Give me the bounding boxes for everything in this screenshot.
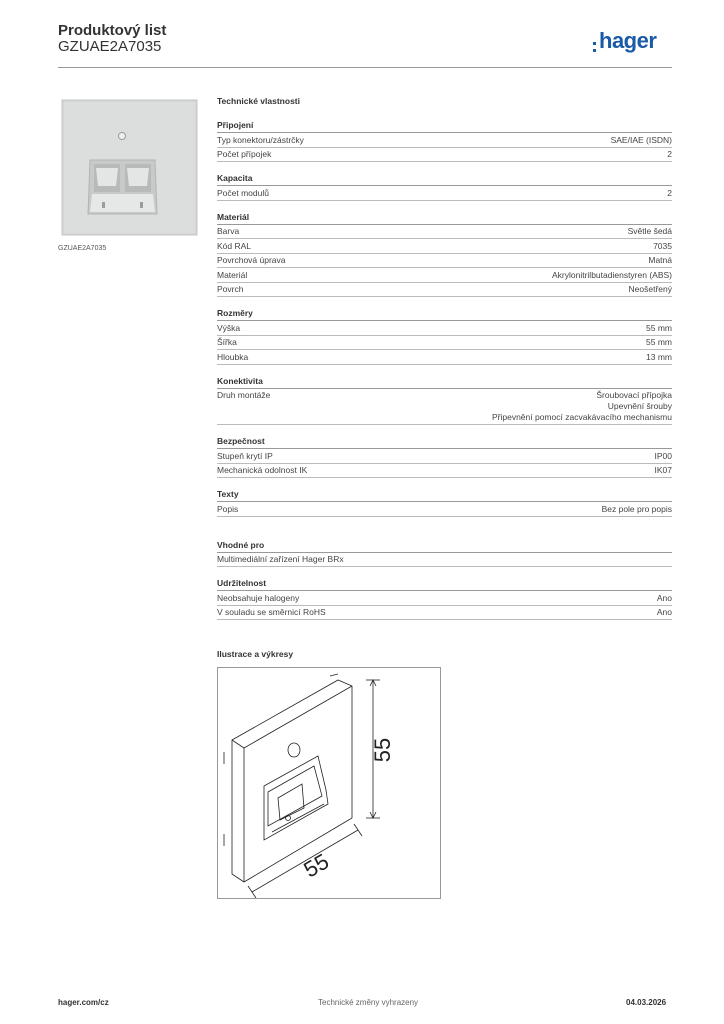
spec-row	[217, 591, 672, 606]
hager-logo	[593, 28, 656, 54]
spec-value: 2	[667, 187, 672, 198]
spec-value: 2	[667, 149, 672, 159]
footer-date: 04.03.2026	[626, 998, 667, 1007]
dimension-width-label: 55	[299, 848, 334, 883]
spec-row	[217, 148, 672, 163]
spec-row	[217, 502, 672, 517]
spec-value: SAE/IAE (ISDN)	[610, 134, 672, 145]
spec-label: Hloubka	[217, 351, 249, 362]
spec-row	[217, 268, 672, 283]
spec-value: 13 mm	[646, 351, 672, 362]
spec-row	[217, 449, 672, 464]
header-title: Produktový list	[58, 22, 167, 39]
socket-plate-icon	[58, 96, 201, 239]
group-kapacita	[217, 173, 672, 201]
dimension-height-label: 55	[370, 737, 395, 763]
spec-label: Výška	[217, 322, 241, 333]
spec-label: Neobsahuje halogeny	[217, 592, 300, 603]
product-thumbnail	[58, 96, 201, 239]
spec-value: Světle šedá	[627, 226, 672, 236]
spec-row	[217, 186, 672, 201]
footer-website[interactable]: hager.com/cz	[58, 998, 109, 1007]
spec-value: 55 mm	[646, 337, 672, 347]
spec-label: Šířka	[217, 337, 237, 347]
spec-row	[217, 336, 672, 351]
spec-label: Mechanická odolnost IK	[217, 465, 308, 475]
group-bezpecnost	[217, 436, 672, 478]
spec-row	[217, 225, 672, 240]
spec-label: Materiál	[217, 269, 248, 280]
spec-value: IP00	[654, 450, 672, 461]
group-title: Udržitelnost	[217, 578, 672, 591]
logo-text: hager	[599, 28, 657, 53]
group-title: Vhodné pro	[217, 540, 672, 553]
spec-sheet	[217, 96, 672, 631]
spec-label: Stupeň krytí IP	[217, 450, 273, 461]
spec-value: Bez pole pro popis	[601, 503, 672, 514]
group-title: Bezpečnost	[217, 436, 672, 449]
spec-label: V souladu se směrnicí RoHS	[217, 607, 326, 617]
spec-row	[217, 389, 672, 426]
spec-label: Popis	[217, 503, 239, 514]
footer-disclaimer: Technické změny vyhrazeny	[318, 998, 419, 1007]
illustration-drawing	[217, 667, 441, 899]
spec-row	[217, 283, 672, 298]
group-vhodne-pro	[217, 540, 672, 568]
group-title: Kapacita	[217, 173, 672, 186]
spec-value-line: Připevnění pomocí zacvakávacího mechanismu	[491, 412, 672, 422]
group-material	[217, 212, 672, 298]
thumbnail-caption: GZUAE2A7035	[58, 245, 107, 252]
header-rule	[58, 67, 672, 68]
spec-value: Ano	[656, 592, 672, 603]
spec-value: Akrylonitrilbutadienstyren (ABS)	[552, 269, 672, 280]
spec-value: 7035	[653, 240, 672, 251]
spec-label: Povrchová úprava	[217, 255, 286, 265]
spec-row	[217, 239, 672, 254]
illustration-title: Ilustrace a výkresy	[217, 649, 294, 659]
spec-label: Povrch	[217, 284, 244, 294]
group-title: Texty	[217, 489, 672, 502]
spec-sheet-title: Technické vlastnosti	[217, 96, 300, 106]
spec-row	[217, 133, 672, 148]
spec-value: 55 mm	[646, 322, 672, 333]
group-title: Materiál	[217, 212, 672, 225]
spec-row	[217, 350, 672, 365]
spec-row	[217, 254, 672, 269]
spec-value: Neošetřený	[628, 284, 672, 294]
spec-label: Kód RAL	[217, 240, 252, 251]
spec-row	[217, 464, 672, 479]
group-rozmery	[217, 308, 672, 365]
spec-value-line: Šroubovací přípojka	[596, 390, 672, 400]
spec-label: Barva	[217, 226, 240, 236]
group-udrzitelnost	[217, 578, 672, 620]
spec-label: Počet modulů	[217, 187, 269, 198]
spec-value	[492, 390, 672, 423]
group-title: Připojení	[217, 120, 672, 133]
spec-value-line: Upevnění šrouby	[607, 401, 672, 411]
spec-label: Multimediální zařízení Hager BRx	[217, 554, 344, 564]
header-product-code: GZUAE2A7035	[58, 38, 162, 55]
spec-row	[217, 606, 672, 621]
spec-value: Matná	[648, 255, 672, 265]
spec-label: Počet přípojek	[217, 149, 272, 159]
spec-label: Druh montáže	[217, 390, 271, 400]
spec-row	[217, 553, 672, 568]
spec-value: IK07	[654, 465, 672, 475]
group-konektivita	[217, 376, 672, 426]
dimension-drawing-icon	[218, 668, 440, 898]
spec-value: Ano	[656, 607, 672, 617]
logo-dots-icon	[593, 42, 597, 52]
group-texty	[217, 489, 672, 517]
group-pripojeni	[217, 120, 672, 162]
spec-row	[217, 321, 672, 336]
group-title: Rozměry	[217, 308, 672, 321]
spec-label: Typ konektoru/zástrčky	[217, 134, 304, 145]
group-title: Konektivita	[217, 376, 672, 389]
